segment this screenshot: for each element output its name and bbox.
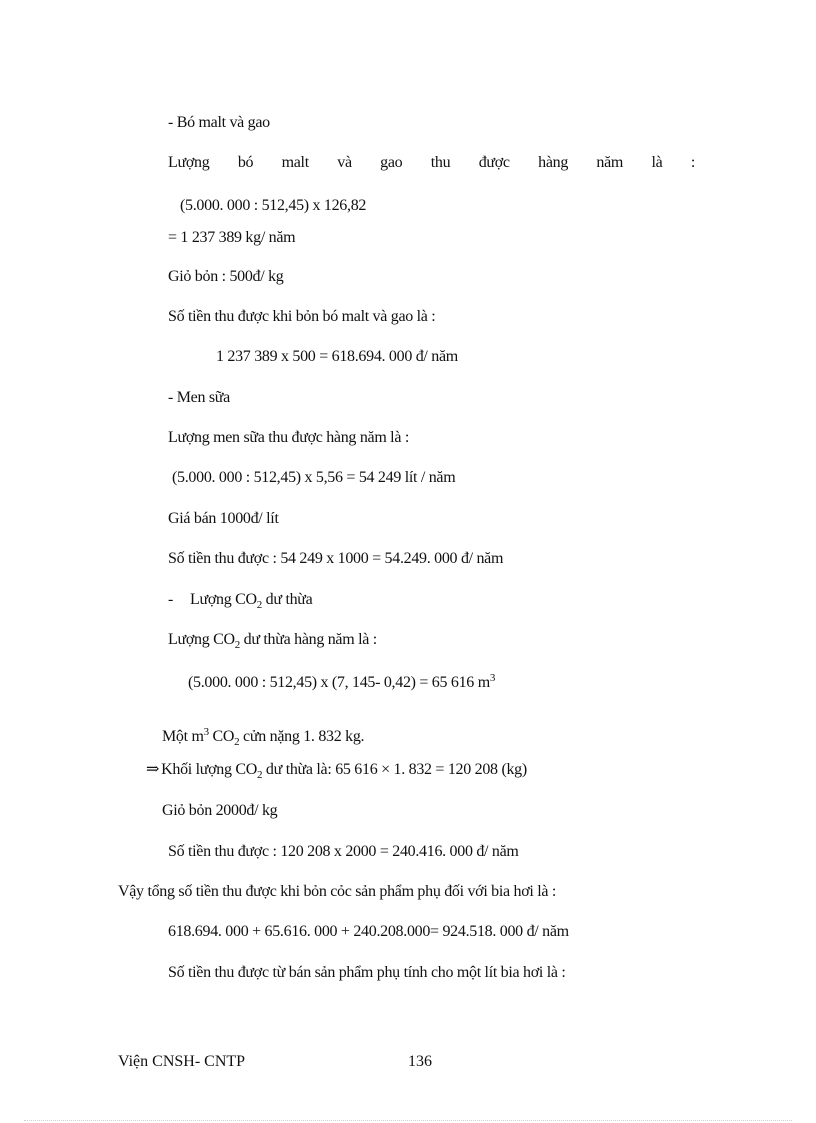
intro-word: được (478, 154, 510, 171)
malt-rice-revenue-calc: 1 237 389 x 500 = 618.694. 000 đ/ năm (216, 348, 458, 365)
malt-rice-price: Giỏ bỏn : 500đ/ kg (168, 268, 284, 285)
malt-rice-calc-line-2: = 1 237 389 kg/ năm (168, 229, 296, 246)
intro-word: và (337, 154, 352, 171)
intro-word: malt (281, 154, 309, 171)
yeast-calc: (5.000. 000 : 512,45) x 5,56 = 54 249 lít / năm (172, 469, 456, 486)
malt-rice-revenue-label: Số tiền thu được khi bỏn bó malt và gao là : (168, 308, 436, 325)
co2-intro: Lượng $CO_2$ dư thừa hàng năm là : (168, 631, 377, 651)
malt-rice-heading: - Bó malt và gao (168, 114, 270, 131)
malt-rice-calc-line-1: (5.000. 000 : 512,45) x 126,82 (180, 197, 367, 214)
page-number: 136 (408, 1053, 432, 1070)
per-liter-label: Số tiền thu được từ bán sản phẩm phụ tính cho một lít bia hơi là : (168, 964, 566, 981)
intro-word: hàng (538, 154, 569, 171)
co2-mass: ⇒ Khối lượng $CO_2$ dư thừa là: 65 616 × 1. 832 = 120 208 (kg) (146, 761, 527, 781)
total-sum-calc: 618.694. 000 + 65.616. 000 + 240.208.000= 924.518. 000 đ/ năm (168, 923, 569, 940)
yeast-heading: - Men sữa (168, 389, 230, 406)
yeast-intro: Lượng men sữa thu được hàng năm là : (168, 429, 409, 446)
total-summary: Vậy tổng số tiền thu được khi bỏn cỏc sản phẩm phụ đối với bia hơi là : (118, 883, 557, 900)
co2-revenue: Số tiền thu được : 120 208 x 2000 = 240.416. 000 đ/ năm (168, 843, 519, 860)
footer-institute: Viện CNSH- CNTP (118, 1053, 246, 1070)
intro-word: Lượng (168, 154, 210, 171)
co2-price: Giỏ bỏn 2000đ/ kg (162, 802, 278, 819)
page-bottom-rule (24, 1120, 792, 1121)
co2-weight: Một $m^3$ $CO_2$ cửn nặng 1. 832 kg. (162, 726, 365, 748)
co2-heading: - Lượng $CO_2$ dư thừa (168, 591, 313, 611)
implies-arrow-icon: ⇒ (146, 761, 160, 778)
intro-word: : (690, 154, 695, 171)
intro-word: bó (237, 154, 254, 171)
yeast-price: Giá bán 1000đ/ lít (168, 510, 279, 527)
intro-word: thu (430, 154, 451, 171)
co2-calc: (5.000. 000 : 512,45) x (7, 145- 0,42) = 65 616 $m^3$ (188, 672, 496, 691)
intro-word: là (651, 154, 663, 171)
intro-word: năm (596, 154, 624, 171)
intro-word: gao (380, 154, 403, 171)
yeast-revenue: Số tiền thu được : 54 249 x 1000 = 54.249. 000 đ/ năm (168, 550, 504, 567)
malt-rice-intro (168, 153, 695, 173)
co2-heading-dash: - (168, 591, 174, 608)
